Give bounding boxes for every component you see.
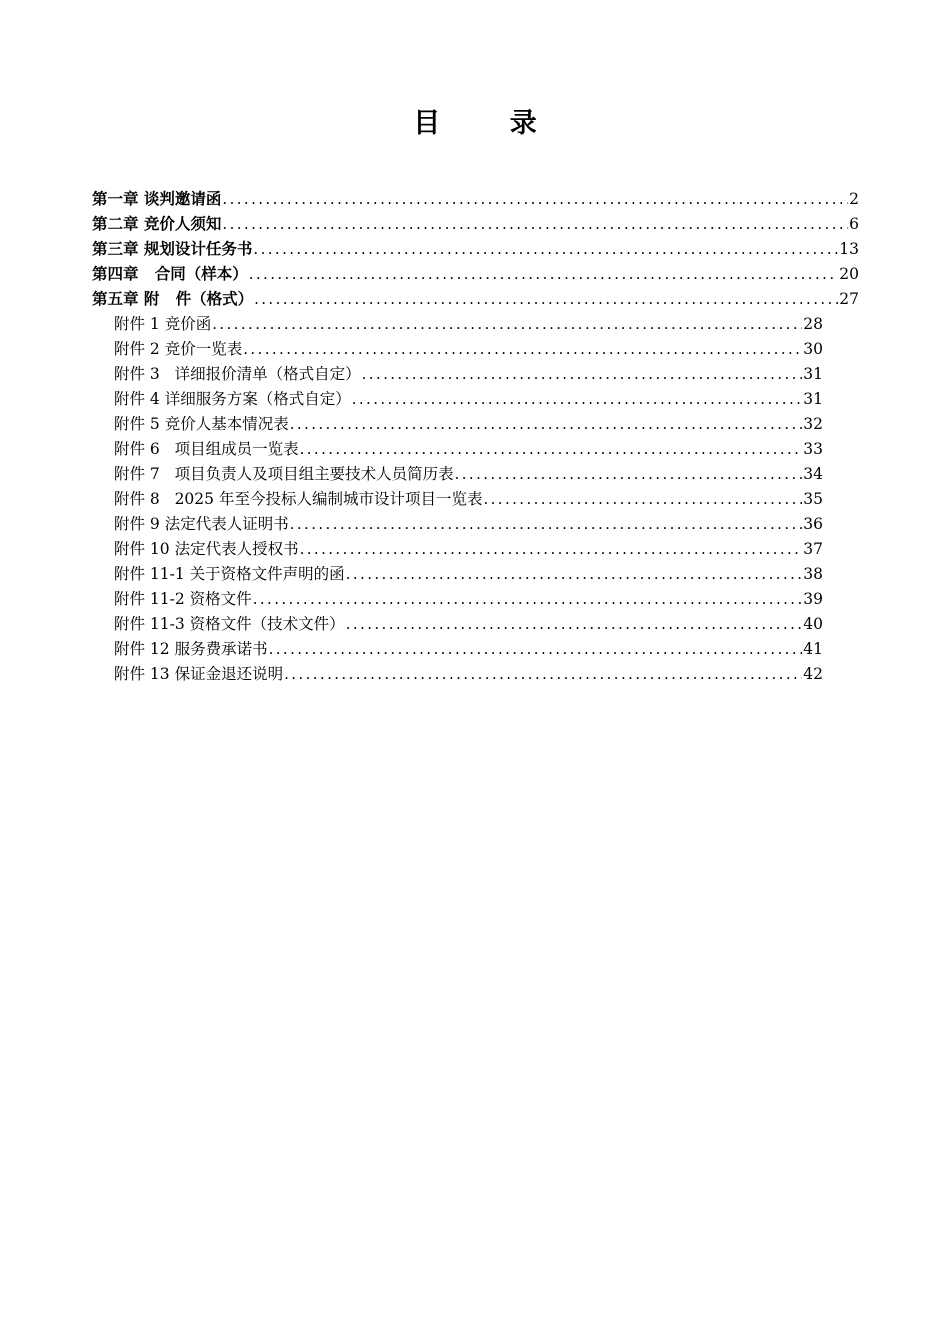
toc-page-number: 42 <box>803 665 823 683</box>
toc-page-number: 2 <box>849 190 859 208</box>
dot-leader <box>284 662 802 686</box>
toc-page-number: 38 <box>803 565 823 583</box>
toc-entry-label: 附件 7 项目负责人及项目组主要技术人员简历表 <box>114 465 454 483</box>
toc-entry-label: 附件 13 保证金退还说明 <box>114 665 284 683</box>
dot-leader <box>362 362 803 386</box>
toc-page-number: 30 <box>803 340 823 358</box>
toc-entry-label: 第二章 竞价人须知 <box>92 215 222 233</box>
toc-chapter-1[interactable] <box>92 187 859 211</box>
dot-leader <box>212 312 802 336</box>
toc-chapter-2[interactable] <box>92 212 859 236</box>
toc-entry-label: 附件 8 2025 年至今投标人编制城市设计项目一览表 <box>114 490 483 508</box>
toc-page-number: 36 <box>803 515 823 533</box>
toc-entry-label: 附件 6 项目组成员一览表 <box>114 440 299 458</box>
toc-page-number: 34 <box>803 465 823 483</box>
dot-leader <box>352 387 803 411</box>
dot-leader <box>346 612 803 636</box>
toc-page-number: 20 <box>839 265 859 283</box>
dot-leader <box>222 212 848 236</box>
toc-attachment-3[interactable] <box>114 362 823 386</box>
toc-attachment-1[interactable] <box>114 312 823 336</box>
dot-leader <box>483 487 802 511</box>
toc-attachment-9[interactable] <box>114 512 823 536</box>
toc-entry-label: 附件 11-3 资格文件（技术文件） <box>114 615 345 633</box>
toc-entry-label: 附件 1 竞价函 <box>114 315 212 333</box>
dot-leader <box>243 337 802 361</box>
toc-page-number: 40 <box>803 615 823 633</box>
toc-page-number: 31 <box>803 365 823 383</box>
dot-leader <box>222 187 848 211</box>
toc-page-number: 41 <box>803 640 823 658</box>
toc-attachment-2[interactable] <box>114 337 823 361</box>
dot-leader <box>253 237 838 261</box>
toc-page-number: 33 <box>803 440 823 458</box>
toc-attachment-13[interactable] <box>114 662 823 686</box>
toc-page-number: 6 <box>849 215 859 233</box>
toc-attachment-12[interactable] <box>114 637 823 661</box>
toc-page-number: 27 <box>839 290 859 308</box>
toc-page-number: 32 <box>803 415 823 433</box>
toc-attachment-7[interactable] <box>114 462 823 486</box>
toc-page-number: 31 <box>803 390 823 408</box>
dot-leader <box>290 512 803 536</box>
dot-leader <box>300 437 803 461</box>
toc-attachment-5[interactable] <box>114 412 823 436</box>
toc-entry-label: 附件 11-1 关于资格文件声明的函 <box>114 565 345 583</box>
toc-entry-label: 附件 2 竞价一览表 <box>114 340 243 358</box>
toc-page-number: 28 <box>803 315 823 333</box>
dot-leader <box>346 562 803 586</box>
dot-leader <box>269 637 803 661</box>
toc-entry-label: 附件 5 竞价人基本情况表 <box>114 415 289 433</box>
dot-leader <box>253 587 803 611</box>
dot-leader <box>290 412 803 436</box>
dot-leader <box>254 287 838 311</box>
toc-entry-label: 第三章 规划设计任务书 <box>92 240 253 258</box>
dot-leader <box>455 462 803 486</box>
toc-page-number: 39 <box>803 590 823 608</box>
toc-page-number: 13 <box>839 240 859 258</box>
toc-entry-label: 附件 4 详细服务方案（格式自定） <box>114 390 351 408</box>
toc-attachment-10[interactable] <box>114 537 823 561</box>
toc-entry-label: 附件 11-2 资格文件 <box>114 590 252 608</box>
toc-chapter-5[interactable] <box>92 287 859 311</box>
toc-attachment-8[interactable] <box>114 487 823 511</box>
toc-attachment-4[interactable] <box>114 387 823 411</box>
toc-page-number: 37 <box>803 540 823 558</box>
dot-leader <box>249 262 839 286</box>
toc-attachment-11-2[interactable] <box>114 587 823 611</box>
toc-chapter-3[interactable] <box>92 237 859 261</box>
toc-entry-label: 附件 3 详细报价清单（格式自定） <box>114 365 361 383</box>
toc-chapter-4[interactable] <box>92 262 859 286</box>
toc-entry-label: 附件 12 服务费承诺书 <box>114 640 268 658</box>
toc-title: 目 录 <box>413 108 567 139</box>
toc-page-number: 35 <box>803 490 823 508</box>
toc-entry-label: 附件 9 法定代表人证明书 <box>114 515 289 533</box>
toc-entry-label: 第五章 附 件（格式） <box>92 290 254 308</box>
toc-attachment-11-3[interactable] <box>114 612 823 636</box>
dot-leader <box>300 537 803 561</box>
toc-entry-label: 第四章 合同（样本） <box>92 265 248 283</box>
toc-entry-label: 附件 10 法定代表人授权书 <box>114 540 299 558</box>
toc-attachment-6[interactable] <box>114 437 823 461</box>
toc-entry-label: 第一章 谈判邀请函 <box>92 190 222 208</box>
toc-attachment-11-1[interactable] <box>114 562 823 586</box>
